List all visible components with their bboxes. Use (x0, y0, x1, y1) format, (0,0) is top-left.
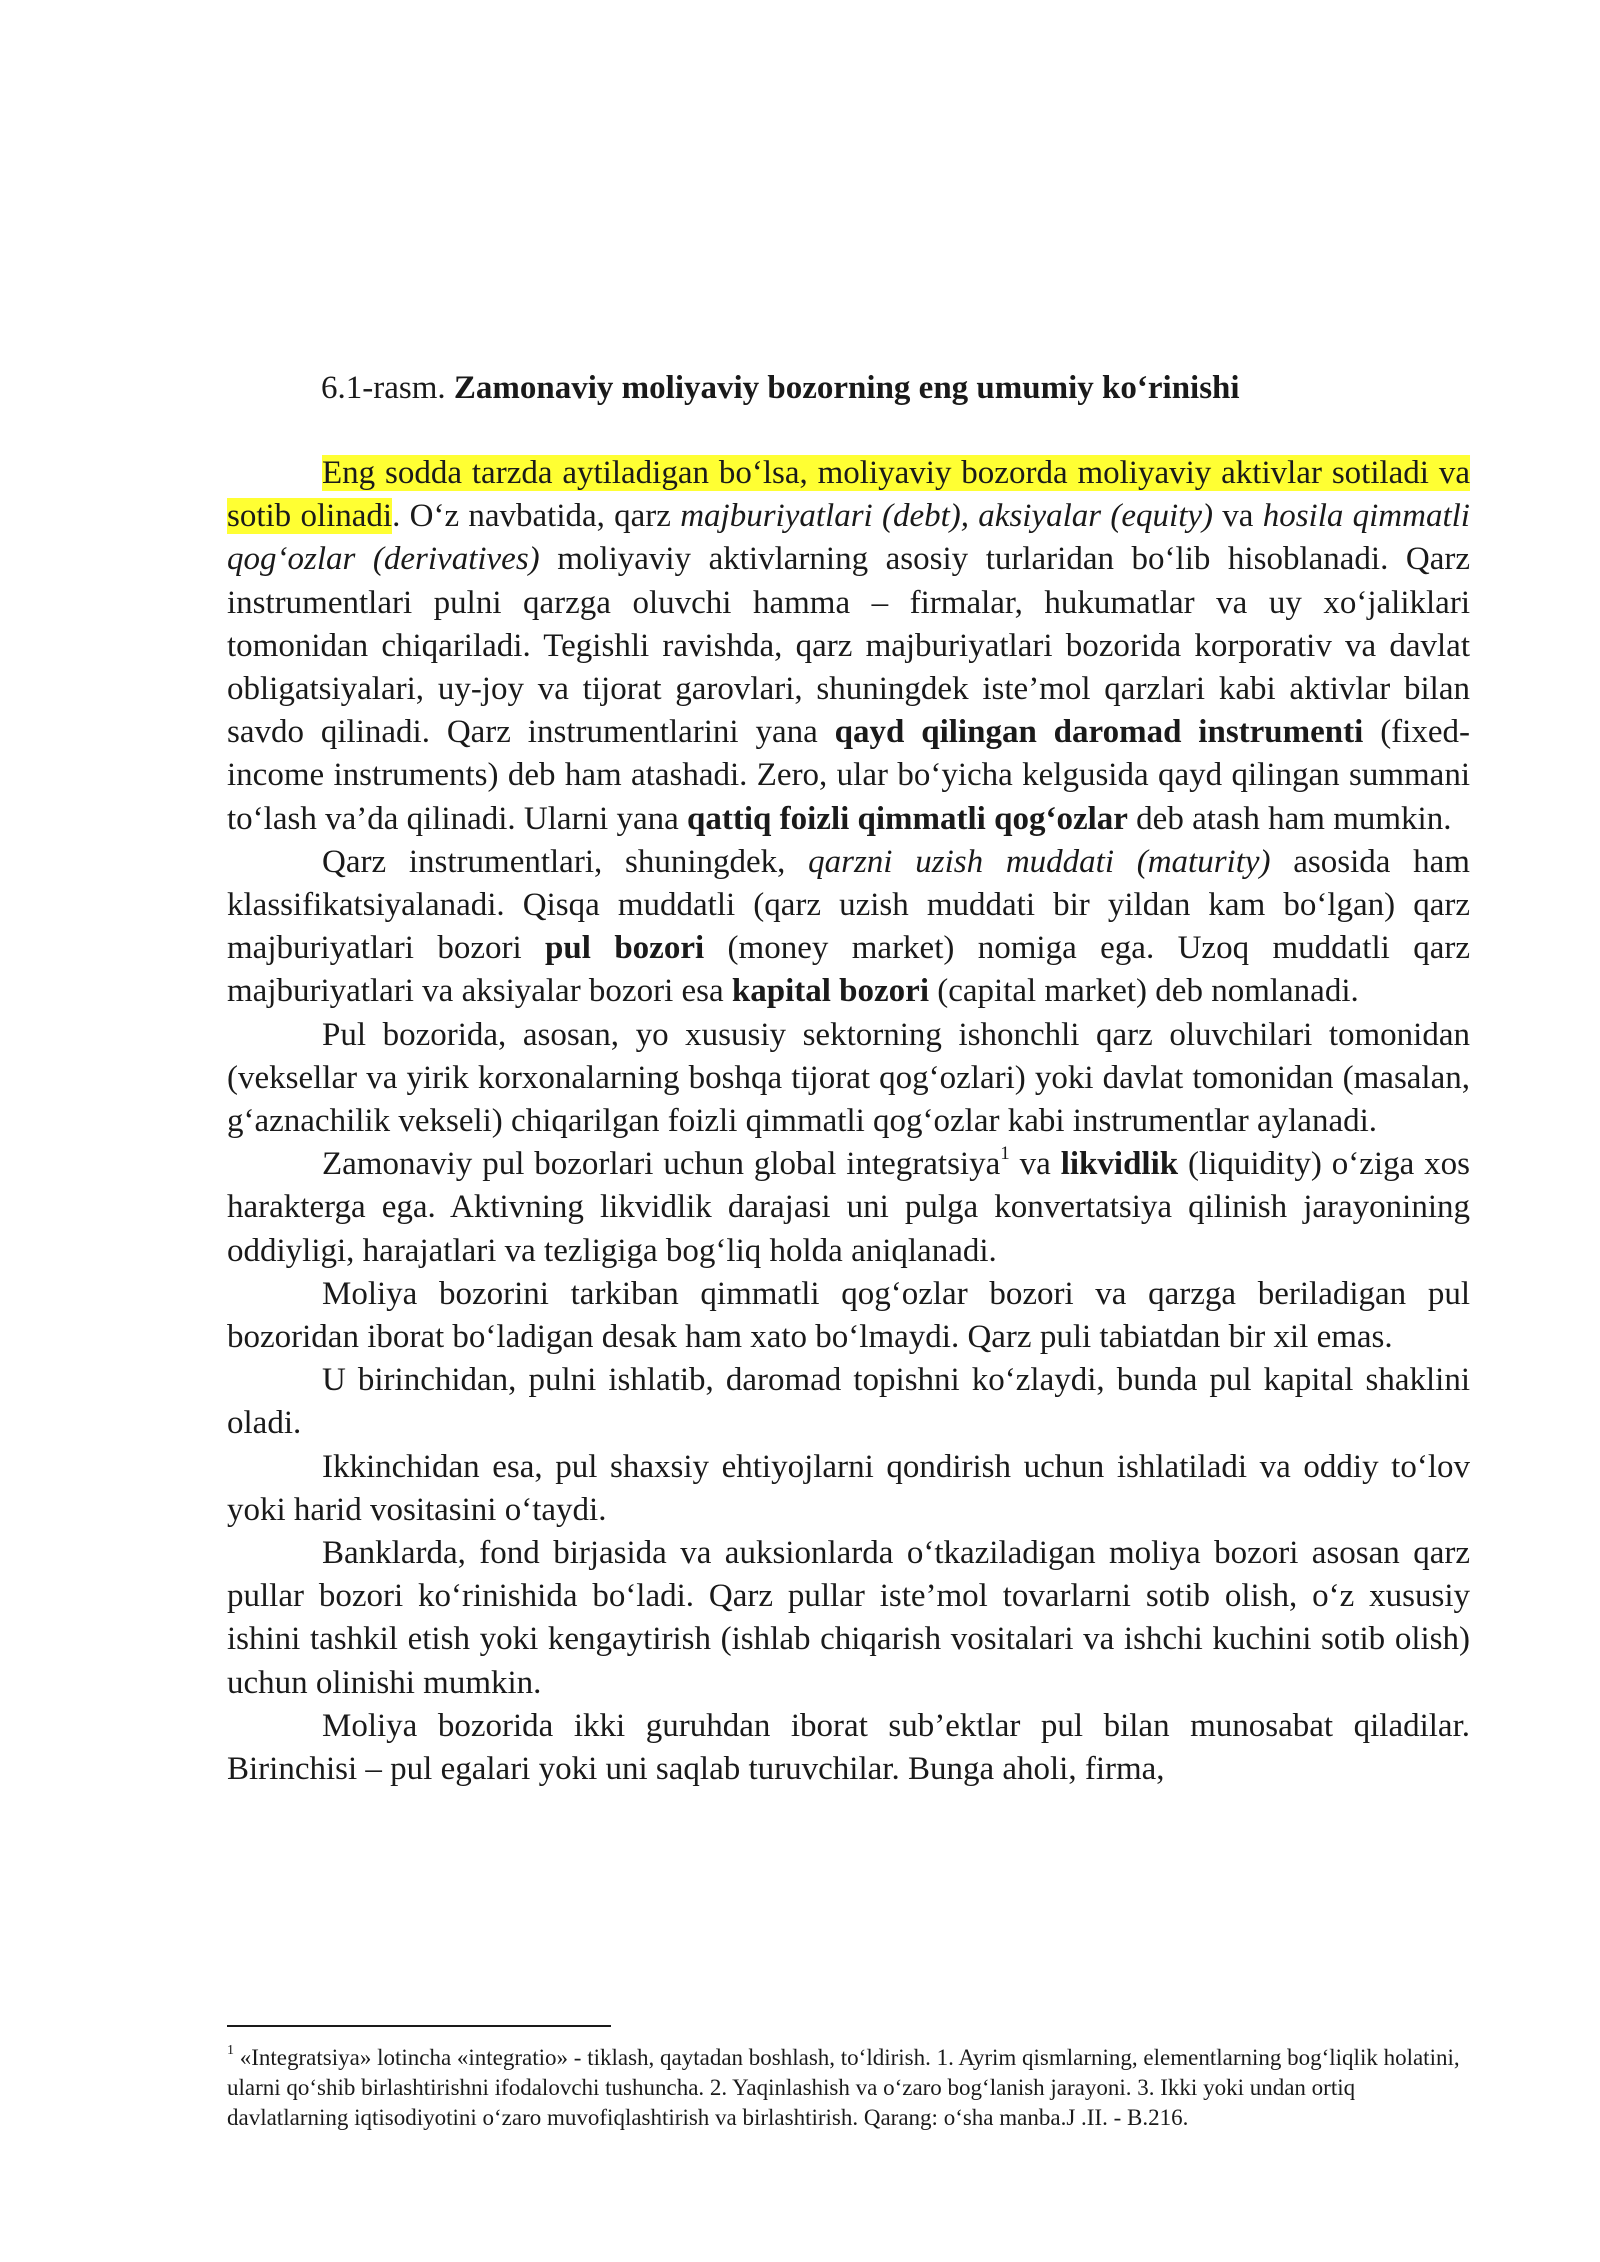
body-text (227, 452, 1470, 1791)
footnote-separator (227, 2025, 611, 2027)
paragraph-8: Banklarda, fond birjasida va auksionlarda o‘tkaziladigan moliya bozori asosan qarz pullar bozori ko‘rinishida bo‘ladi. Qarz pullar iste’mol tovarlarni sotib olish, o‘z xususiy ishini tashkil etish yoki kengaytirish (ishlab chiqarish vositalari va ishchi kuchini sotib olish) uchun olinishi mumkin. (227, 1535, 1470, 1701)
bold-term: qayd qilingan daromad instrumenti (834, 714, 1364, 751)
footnote-marker: 1 (227, 2043, 234, 2059)
figure-title: Zamonaviy moliyaviy bozorning eng umumiy ko‘rinishi (453, 370, 1240, 406)
bold-term: pul bozori (545, 930, 705, 967)
bold-term: kapital bozori (731, 973, 929, 1010)
paragraph-4 (227, 1143, 1470, 1273)
highlighted-sentence: Eng sodda tarzda aytiladigan bo‘lsa, moliyaviy bozorda moliyaviy aktivlar sotiladi va sotib olinadi (227, 455, 1470, 535)
bold-term: likvidlik (1060, 1146, 1179, 1183)
text-run: deb atash ham mumkin. (1127, 800, 1452, 837)
paragraph-9: Moliya bozorida ikki guruhdan iborat sub’ektlar pul bilan munosabat qiladilar. Birinchisi – pul egalari yoki uni saqlab turuvchilar. Bunga aholi, firma, (227, 1707, 1470, 1788)
text-run: Qarz instrumentlari, shuningdek, (322, 843, 809, 880)
paragraph-2 (227, 841, 1470, 1014)
text-run: asosida ham klassifikatsiyalanadi. Qisqa muddatli (qarz uzish muddati bir yildan kam bo‘lgan) qarz majburiyatlari bozori (227, 843, 1470, 967)
figure-caption (321, 366, 1240, 410)
italic-term: hosila qimmatli qog‘ozlar (derivatives) (227, 498, 1470, 578)
italic-term: qarzni uzish muddati (maturity) (808, 843, 1271, 880)
text-run: (money market) nomiga ega. Uzoq muddatli qarz majburiyatlari va aksiyalar bozori esa (227, 930, 1470, 1010)
paragraph-6: U birinchidan, pulni ishlatib, daromad topishni ko‘zlaydi, bunda pul kapital shaklini oladi. (227, 1362, 1470, 1442)
footnote-text: «Integratsiya» lotincha «integratio» - tiklash, qaytadan boshlash, to‘ldirish. 1. Ayrim qismlarning, elementlarning bog‘liqlik holatini, ularni qo‘shib birlashtirishni ifodalovchi tushuncha. 2. Yaqinlashish va o‘zaro bog‘lanish jarayoni. 3. Ikki yoki undan ortiq davlatlarning iqtisodiyotini o‘zaro muvofiqlashtirish va birlashtirish. Qarang: o‘sha manba.J .II. - B.216. (227, 2045, 1460, 2130)
text-run: (liquidity) o‘ziga xos harakterga ega. Aktivning likvidlik darajasi uni pulga konvertatsiya qilinish jarayonining oddiyligi, harajatlari va tezligiga bog‘liq holda aniqlanadi. (227, 1146, 1470, 1269)
footnote (227, 2043, 1470, 2133)
text-run: va (1213, 498, 1263, 535)
text-run: (fixed-income instruments) deb ham atashadi. Zero, ular bo‘yicha kelgusida qayd qilingan summani to‘lash va’da qilinadi. Ularni yana (227, 714, 1470, 837)
text-run: (capital market) deb nomlanadi. (929, 973, 1359, 1010)
text-run: moliyaviy aktivlarning asosiy turlaridan bo‘lib hisoblanadi. Qarz instrumentlari pulni qarzga oluvchi hamma – firmalar, hukumatlar va uy xo‘jaliklari tomonidan chiqariladi. Tegishli ravishda, qarz majburiyatlari bozorida korporativ va davlat obligatsiyalari, uy-joy va tijorat garovlari, shuningdek iste’mol qarzlari kabi aktivlar bilan savdo qilinadi. Qarz instrumentlarini yana (227, 541, 1470, 751)
text-run: Zamonaviy pul bozorlari uchun global integratsiya (322, 1146, 1001, 1183)
paragraph-5: Moliya bozorini tarkiban qimmatli qog‘ozlar bozori va qarzga beriladigan pul bozoridan iborat bo‘ladigan desak ham xato bo‘lmaydi. Qarz puli tabiatdan bir xil emas. (227, 1275, 1470, 1356)
paragraph-7: Ikkinchidan esa, pul shaxsiy ehtiyojlarni qondirish uchun ishlatiladi va oddiy to‘lov yoki harid vositasini o‘taydi. (227, 1448, 1470, 1528)
figure-number: 6.1-rasm. (321, 370, 446, 406)
text-run: va (1009, 1146, 1061, 1183)
bold-term: qattiq foizli qimmatli qog‘ozlar (687, 800, 1128, 837)
italic-term: majburiyatlari (debt), aksiyalar (equity) (680, 498, 1213, 535)
paragraph-1 (227, 452, 1470, 841)
paragraph-3: Pul bozorida, asosan, yo xususiy sektorning ishonchli qarz oluvchilari tomonidan (veksellar va yirik korxonalarning boshqa tijorat qog‘ozlari) yoki davlat tomonidan (masalan, g‘aznachilik vekseli) chiqarilgan foizli qimmatli qog‘ozlar kabi instrumentlar aylanadi. (227, 1016, 1470, 1140)
text-run: . O‘z navbatida, qarz (392, 498, 681, 535)
footnote-reference[interactable]: 1 (1000, 1143, 1010, 1165)
